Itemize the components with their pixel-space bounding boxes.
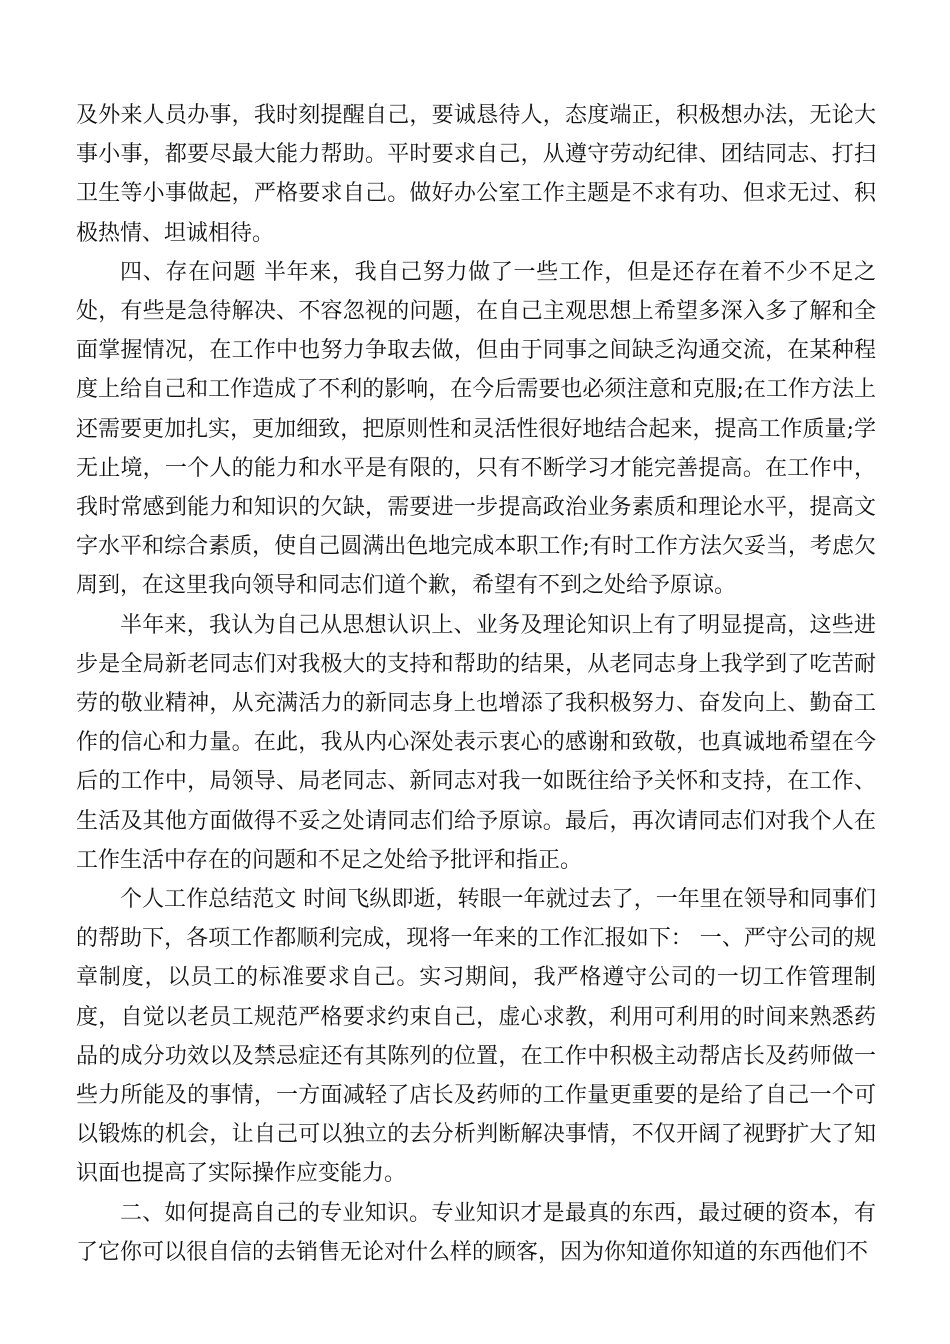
paragraph-continuation: 及外来人员办事，我时刻提醒自己，要诚恳待人，态度端正，积极想办法，无论大事小事，都要尽最大能力帮助。平时要求自己，从遵守劳动纪律、团结同志、打扫卫生等小事做起，严格要求自己。做好办公室工作主题是不求有功、但求无过、积极热情、坦诚相待。 [76, 103, 876, 246]
document-body [76, 96, 876, 1272]
paragraph-personal-summary: 个人工作总结范文 时间飞纵即逝，转眼一年就过去了，一年里在领导和同事们的帮助下，各项工作都顺利完成，现将一年来的工作汇报如下： 一、严守公司的规章制度，以员工的标准要求自己。实习期间，我严格遵守公司的一切工作管理制度，自觉以老员工规范严格要求约束自己，虚心求教，利用可利用的时间来熟悉药品的成分功效以及禁忌症还有其陈列的位置，在工作中积极主动帮店长及药师做一些力所能及的事情，一方面减轻了店长及药师的工作量更重要的是给了自己一个可以锻炼的机会，让自己可以独立的去分析判断解决事情，不仅开阔了视野扩大了知识面也提高了实际操作应变能力。 [76, 887, 876, 1187]
paragraph-existing-problems: 四、存在问题 半年来，我自己努力做了一些工作，但是还存在着不少不足之处，有些是急待解决、不容忽视的问题，在自己主观思想上希望多深入多了解和全面掌握情况，在工作中也努力争取去做，但由于同事之间缺乏沟通交流，在某种程度上给自己和工作造成了不利的影响，在今后需要也必须注意和克服;在工作方法上还需要更加扎实，更加细致，把原则性和灵活性很好地结合起来，提高工作质量;学无止境，一个人的能力和水平是有限的，只有不断学习才能完善提高。在工作中，我时常感到能力和知识的欠缺，需要进一步提高政治业务素质和理论水平，提高文字水平和综合素质，使自己圆满出色地完成本职工作;有时工作方法欠妥当，考虑欠周到，在这里我向领导和同志们道个歉，希望有不到之处给予原谅。 [76, 259, 876, 599]
paragraph-half-year-summary: 半年来，我认为自己从思想认识上、业务及理论知识上有了明显提高，这些进步是全局新老同志们对我极大的支持和帮助的结果，从老同志身上我学到了吃苦耐劳的敬业精神，从充满活力的新同志身上也增添了我积极努力、奋发向上、勤奋工作的信心和力量。在此，我从内心深处表示衷心的感谢和致敬，也真诚地希望在今后的工作中，局领导、局老同志、新同志对我一如既往给予关怀和支持，在工作、生活及其他方面做得不妥之处请同志们给予原谅。最后，再次请同志们对我个人在工作生活中存在的问题和不足之处给予批评和指正。 [76, 612, 876, 873]
paragraph-professional-knowledge: 二、如何提高自己的专业知识。专业知识才是最真的东西，最过硬的资本，有了它你可以很自信的去销售无论对什么样的顾客，因为你知道你知道的东西他们不 [76, 1200, 876, 1265]
